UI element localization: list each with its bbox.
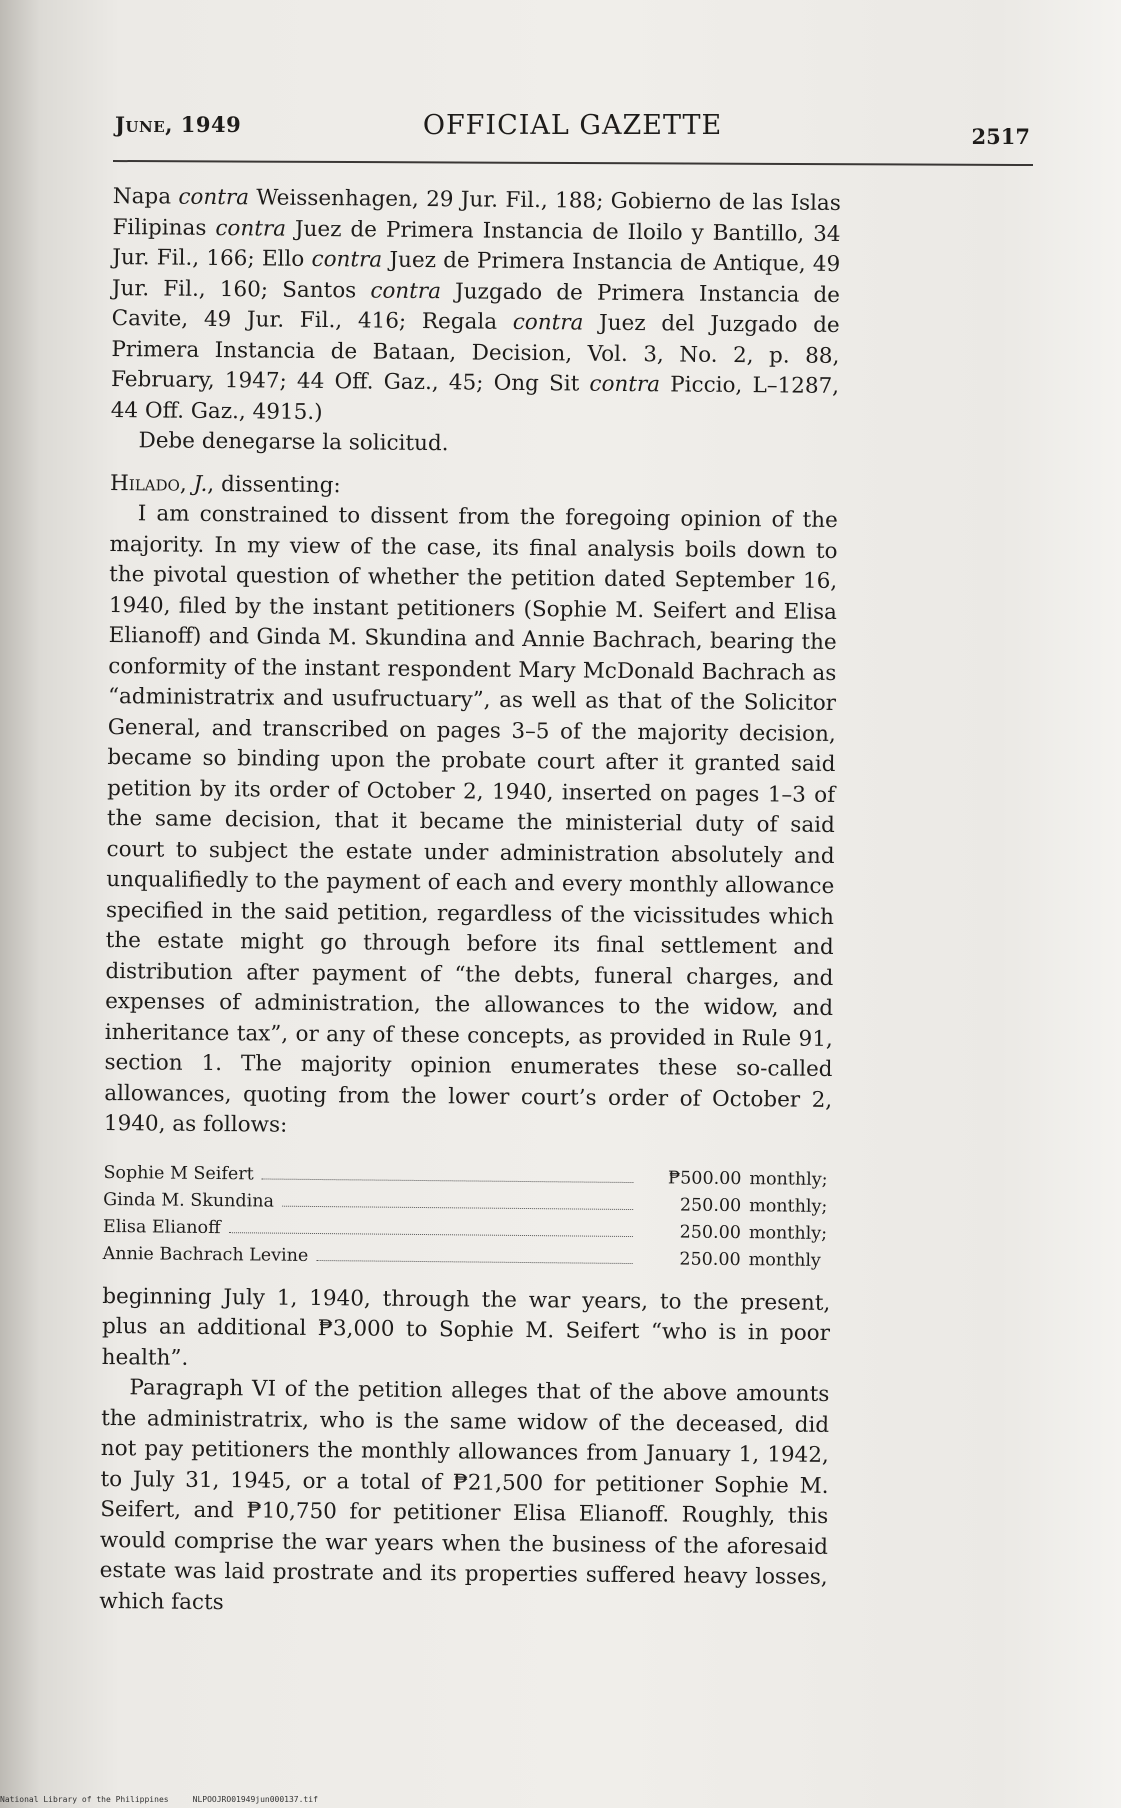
allowance-amount: 250.00 [679,1221,742,1243]
continuation-paragraph: beginning July 1, 1940, through the war years, to the present, plus an additional ₱3,000 to Sophie M. Seifert “who is in poor health”. [101,1283,831,1371]
dissent-paragraph: I am constrained to dissent from the foregoing opinion of the majority. In my view of the case, its final analysis boils down to the pivotal question of whether the petition dated September 16, 1940, filed by the instant petitioners (Sophie M. Seifert and Elisa Elianoff) and Ginda M. Skundina and Annie Bachrach, bearing the conformity of the instant respondent Mary McDonald Bachrach as “administratrix and usufructuary”, as well as that of the Solicitor General, and transcribed on pages 3–5 of the majority decision, became so binding upon the probate court after it granted said petition by its order of October 2, 1940, inserted on pages 1–3 of the same decision, that it became the ministerial duty of said court to subject the estate under administration absolutely and unqualifiedly to the payment of each and every monthly allowance specified in the said petition, regardless of the vicissitudes which the estate might go through before its final settlement and distribution after payment of “the debts, funeral charges, and expenses of administration, the allowances to the widow, and inheritance tax”, or any of these concepts, as provided in Rule 91, section 1. The majority opinion enumerates these so-called allowances, quoting from the lower court’s order of October 2, 1940, as follows: [103,501,838,1138]
leader-dots [229,1218,634,1237]
allowance-name: Elisa Elianoff [102,1216,221,1238]
allowance-amount: 250.00 [679,1194,742,1216]
ruling-paragraph: Debe denegarse la solicitud. [138,428,449,457]
leader-dots [262,1164,634,1183]
body-text [99,182,841,1624]
leader-dots [316,1246,633,1264]
allowance-name: Sophie M Seifert [103,1162,254,1184]
allowance-unit: monthly; [749,1195,828,1217]
allowance-row [103,1240,831,1274]
header-date: June, 1949 [115,112,242,137]
header-title: OFFICIAL GAZETTE [422,110,723,141]
allowance-unit: monthly; [748,1222,828,1244]
page-header [115,108,1030,148]
dissent-heading: Hilado, J., dissenting: [109,470,341,498]
allowance-table [103,1159,832,1274]
allowance-amount: 250.00 [679,1248,741,1270]
header-rule [113,160,1033,166]
paragraph-vi: Paragraph VI of the petition alleges that of the above amounts the administratrix, who is the same widow of the deceased, did not pay petitioners the monthly allowances from January 1, 1942, to July 31, 1945, or a total of ₱21,500 for petitioner Sophie M. Seifert, and ₱10,750 for petitioner Elisa Elianoff. Roughly, this would comprise the war years when the business of the aforesaid estate was laid prostrate and its properties suffered heavy losses, which facts [99,1375,830,1615]
allowance-amount: ₱500.00 [667,1167,742,1189]
allowance-unit: monthly [748,1249,821,1271]
scan-footer: National Library of the Philippines NLPOOJRO01949jun000137.tif [0,1795,318,1804]
leader-dots [282,1191,633,1209]
allowance-name: Annie Bachrach Levine [102,1243,309,1266]
allowance-unit: monthly; [749,1168,828,1190]
page-number: 2517 [971,124,1030,149]
allowance-name: Ginda M. Skundina [103,1189,275,1212]
citation-paragraph: Napa contra Weissenhagen, 29 Jur. Fil., 188; Gobierno de las Islas Filipinas contra Juez de Primera Instancia de Iloilo y Bantillo, 34 Jur. Fil., 166; Ello contra Juez de Primera Instancia de Antique, 49 Jur. Fil., 160; Santos contra Juzgado de Primera Instancia de Cavite, 49 Jur. Fil., 416; Regala contra Juez del Juzgado de Primera Instancia de Bataan, Decision, Vol. 3, No. 2, p. 88, February, 1947; 44 Off. Gaz., 45; Ong Sit contra Piccio, L–1287, 44 Off. Gaz., 4915.) [110,183,841,425]
